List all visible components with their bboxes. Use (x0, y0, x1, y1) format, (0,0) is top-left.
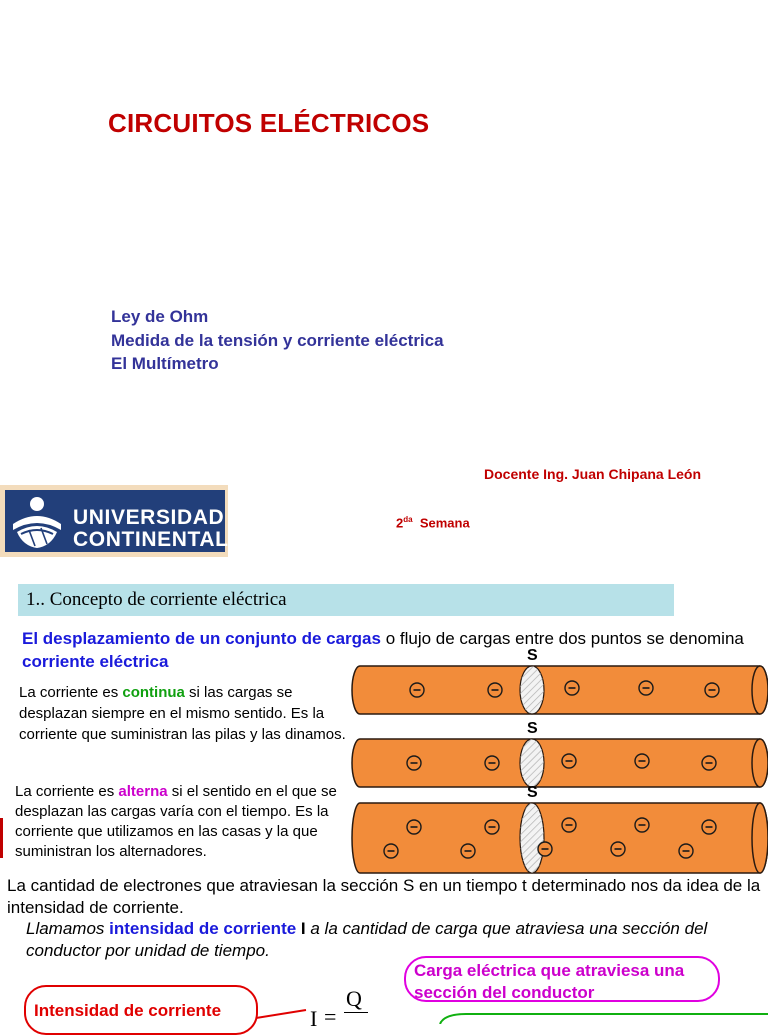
topic-item: Medida de la tensión y corriente eléctrica (111, 330, 444, 350)
alterna-pre: La corriente es (15, 783, 119, 800)
intro-text: o flujo de cargas entre dos puntos se denomina (380, 629, 744, 648)
formula-numerator: Q (346, 986, 362, 1011)
alterna-post: si el sentido en el que se desplazan las cargas varía con el tiempo. Es la corriente que utilizamos en las casas y la que suministran los alternadores. (15, 783, 337, 860)
university-logo (0, 485, 228, 557)
logo-line2: CONTINENTAL (73, 528, 229, 551)
conductor-end (752, 739, 768, 787)
page-title: CIRCUITOS ELÉCTRICOS (108, 108, 430, 138)
alterna-paragraph (15, 782, 355, 862)
conductor-body (352, 803, 768, 873)
cantidad-paragraph: La cantidad de electrones que atraviesan la sección S en un tiempo t determinado nos da idea de la intensidad de corriente. (7, 876, 761, 917)
cross-section-hatch (520, 666, 544, 714)
intensidad-symbol: I (296, 919, 306, 938)
cross-section-hatch (520, 803, 544, 873)
green-callout-edge (436, 1012, 768, 1024)
topic-item: Ley de Ohm (111, 307, 209, 326)
intensidad-term: intensidad de corriente (109, 919, 297, 938)
semana-label (396, 515, 470, 530)
conductor-end (752, 666, 768, 714)
conductors-diagram (340, 640, 768, 880)
carga-callout: Carga eléctrica que atraviesa una sección del conductor (404, 956, 720, 1002)
topics-list (111, 305, 444, 376)
section-s-label: S (527, 784, 538, 801)
cross-section-hatch (520, 739, 544, 787)
fraction-bar (344, 1012, 368, 1013)
conductor-end (752, 803, 768, 873)
continua-post: si las cargas se desplazan siempre en el mismo sentido. Es la corriente que suministran las pilas y las dinamos. (19, 684, 346, 743)
callout-connector (256, 1008, 316, 1024)
conductor-group (352, 647, 768, 873)
topic-item: El Multímetro (111, 354, 219, 373)
alterna-term: alterna (118, 783, 168, 800)
continua-term: continua (122, 684, 185, 701)
section-s-label: S (527, 720, 538, 737)
logo-emblem-icon (7, 490, 67, 552)
logo-line1: UNIVERSIDAD (73, 506, 225, 529)
formula-equals: = (324, 1004, 337, 1029)
continua-paragraph (19, 682, 349, 745)
semana-number: 2 (396, 515, 404, 531)
llamamos-pre: Llamamos (26, 919, 110, 938)
llamamos-post: a la cantidad de carga que atraviesa una sección del conductor por unidad de tiempo. (26, 919, 708, 960)
formula-lhs: I (310, 1006, 318, 1031)
continua-pre: La corriente es (19, 684, 123, 701)
section-heading: 1.. Concepto de corriente eléctrica (18, 584, 674, 616)
left-edge-mark (0, 818, 3, 858)
semana-suffix: da (403, 515, 413, 524)
intro-highlight: El desplazamiento de un conjunto de cargas (22, 629, 381, 648)
docente-label: Docente Ing. Juan Chipana León (484, 466, 702, 482)
section-s-label: S (527, 647, 538, 664)
semana-text: Semana (419, 515, 470, 531)
intro-term: corriente eléctrica (22, 652, 169, 671)
intensidad-callout: Intensidad de corriente (24, 985, 258, 1035)
